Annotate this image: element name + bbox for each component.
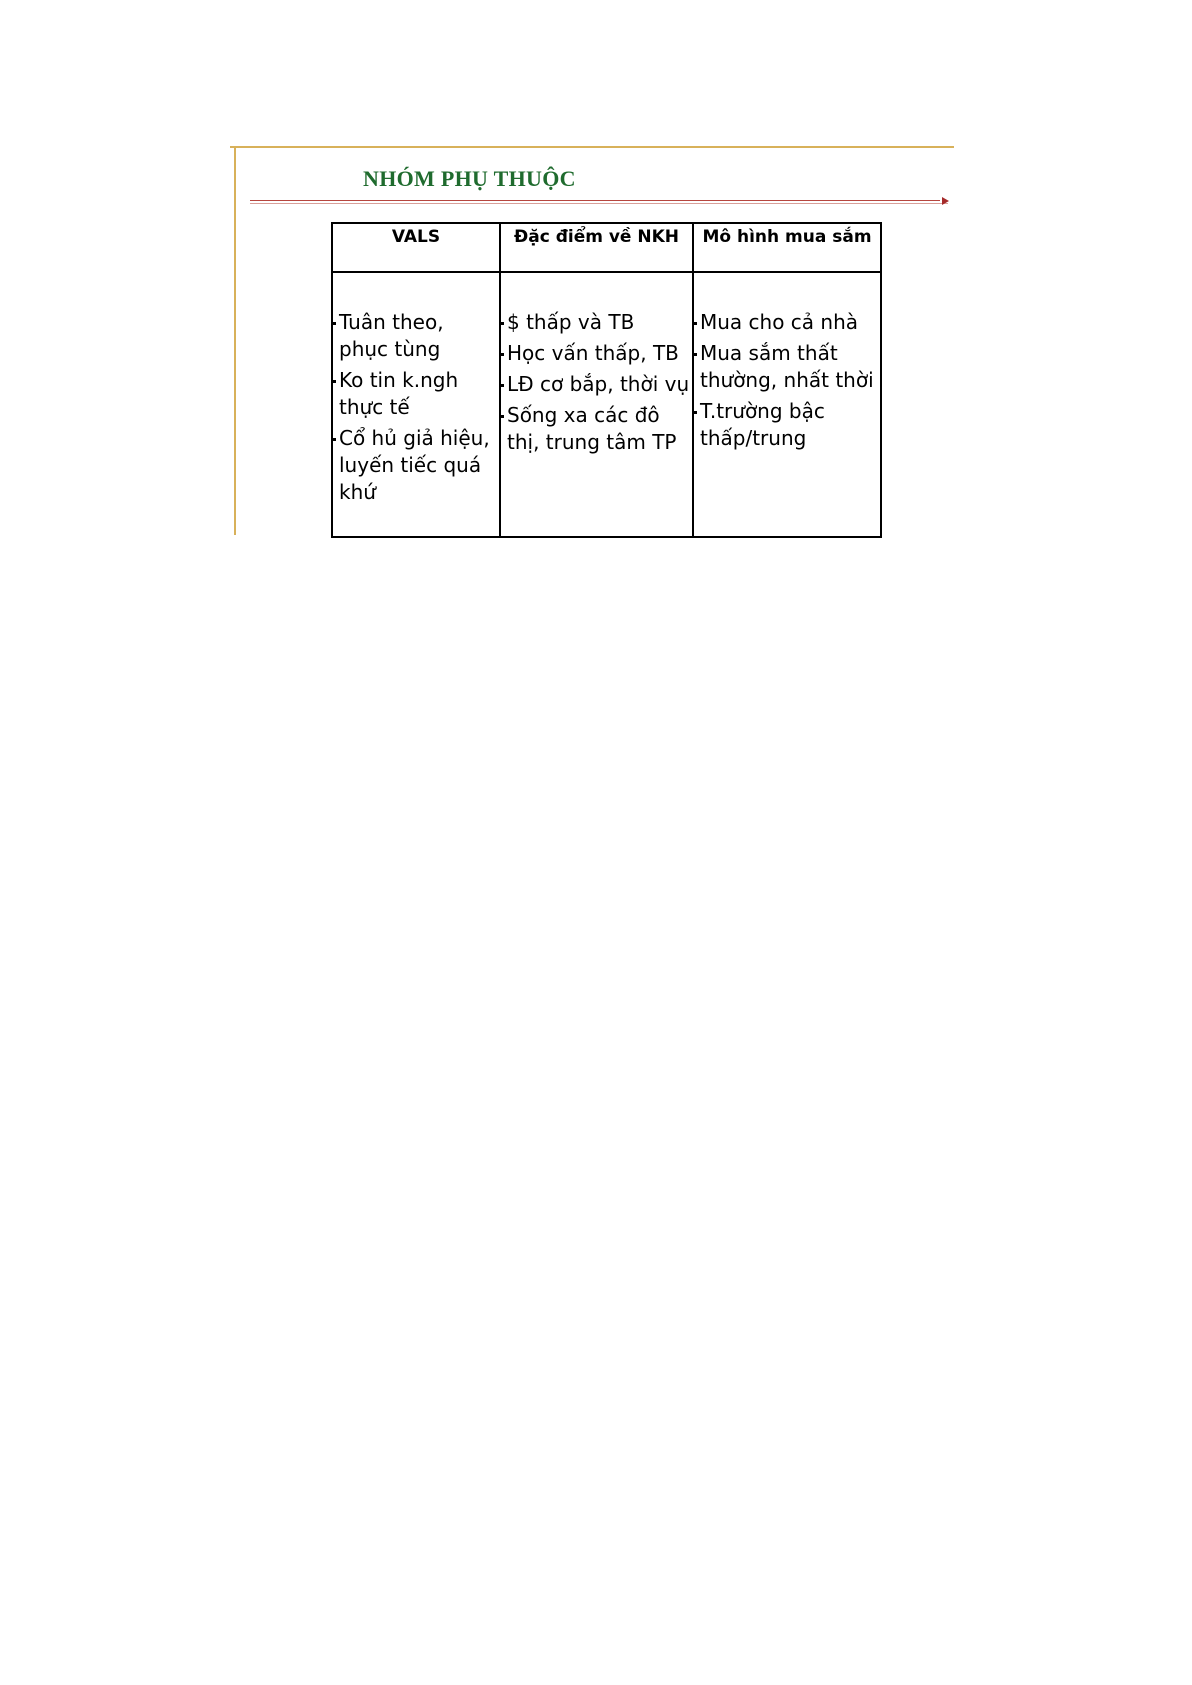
list-item: Tuân theo, phục tùng: [333, 309, 497, 363]
list-item: Mua sắm thất thường, nhất thời: [694, 340, 878, 394]
cell-vals: [332, 272, 500, 537]
top-rule: [230, 146, 954, 148]
bullet-list: [694, 309, 878, 452]
left-rule: [234, 146, 236, 535]
table-row: [332, 272, 881, 537]
list-item: LĐ cơ bắp, thời vụ: [501, 371, 690, 398]
list-item: Sống xa các đô thị, trung tâm TP: [501, 402, 690, 456]
cell-shopping-model: [693, 272, 881, 537]
list-item: Ko tin k.ngh thực tế: [333, 367, 497, 421]
cell-characteristics: [500, 272, 693, 537]
title-underline: [250, 200, 940, 201]
list-item: Học vấn thấp, TB: [501, 340, 690, 367]
column-header-characteristics: Đặc điểm về NKH: [500, 223, 693, 272]
list-item: $ thấp và TB: [501, 309, 690, 336]
arrow-icon: [942, 197, 949, 205]
list-item: T.trường bậc thấp/trung: [694, 398, 878, 452]
bullet-list: [333, 309, 497, 506]
slide-image: [230, 140, 958, 535]
title-underline-shadow: [250, 203, 948, 204]
bullet-list: [501, 309, 690, 456]
list-item: Cổ hủ giả hiệu, luyến tiếc quá khứ: [333, 425, 497, 506]
column-header-vals: VALS: [332, 223, 500, 272]
table-header-row: [332, 223, 881, 272]
list-item: Mua cho cả nhà: [694, 309, 878, 336]
slide-title: NHÓM PHỤ THUỘC: [363, 166, 576, 191]
vals-table: [331, 222, 882, 538]
column-header-shopping-model: Mô hình mua sắm: [693, 223, 881, 272]
